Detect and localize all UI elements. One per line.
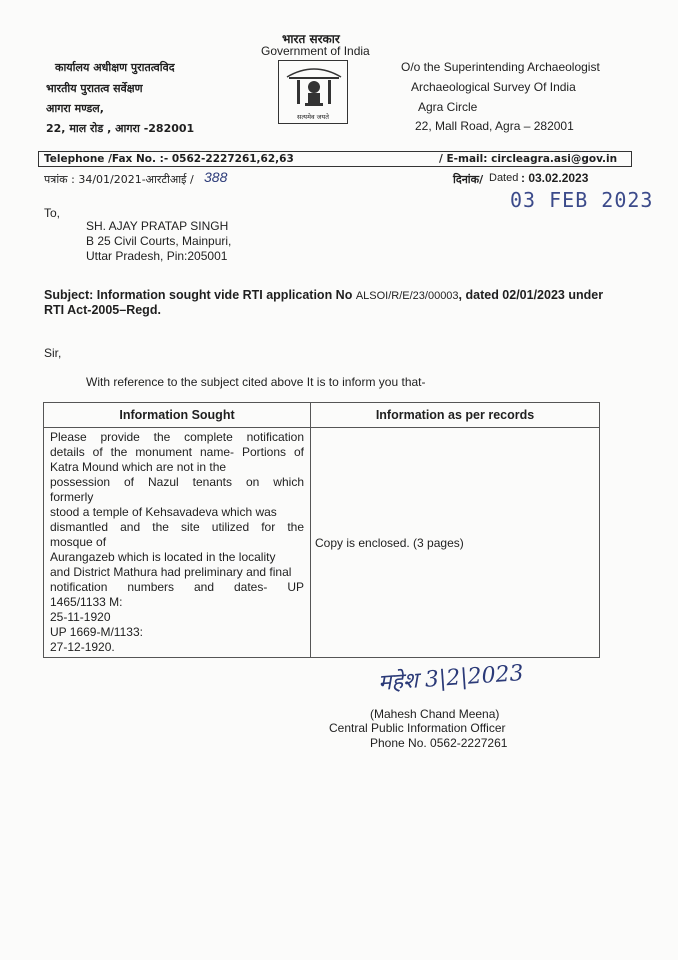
intro-text: With reference to the subject cited above It is to inform you that-	[86, 375, 426, 389]
addressee-name: SH. AJAY PRATAP SINGH	[86, 219, 229, 233]
emblem-motto: सत्यमेव जयते	[297, 113, 329, 121]
subject-line	[44, 288, 603, 302]
telephone: Telephone /Fax No. :- 0562-2227261,62,63	[44, 153, 294, 165]
office-english-line1: O/o the Superintending Archaeologist	[401, 60, 600, 74]
information-sought-cell	[44, 428, 311, 658]
office-english-line2: Archaeological Survey Of India	[411, 80, 576, 94]
sought-line: and District Mathura had preliminary and final	[50, 565, 292, 579]
sought-line: possession of Nazul tenants on which	[50, 475, 304, 489]
sought-line: 25-11-1920	[50, 610, 111, 624]
salutation: Sir,	[44, 346, 62, 360]
file-number: पत्रांक : 34/01/2021-आरटीआई /	[44, 173, 194, 186]
sought-line: mosque of	[50, 535, 107, 549]
addressee-line2: B 25 Civil Courts, Mainpuri,	[86, 234, 232, 248]
sought-line: notification numbers and dates- UP	[50, 580, 304, 594]
table-header-row	[44, 403, 600, 428]
dated-english: Dated	[489, 172, 519, 184]
email: / E-mail: circleagra.asi@gov.in	[439, 153, 618, 165]
office-hindi-line4: 22, माल रोड , आगरा -282001	[46, 122, 195, 135]
header-information-records: Information as per records	[311, 403, 600, 428]
rti-application-no: ALSOI/R/E/23/00003	[355, 290, 459, 302]
govt-english: Government of India	[261, 44, 370, 58]
govt-hindi: भारत सरकार	[282, 32, 340, 46]
sought-line: Please provide the complete notification	[50, 430, 304, 444]
subject-prefix: Subject: Information sought vide RTI application No	[44, 288, 356, 302]
sought-line: dismantled and the site utilized for the	[50, 520, 304, 534]
national-emblem	[278, 60, 348, 124]
table-row	[44, 428, 600, 658]
dated-hindi: दिनांक/	[453, 173, 484, 186]
subject-suffix: , dated 02/01/2023 under	[458, 288, 604, 302]
office-hindi-line2: भारतीय पुरातत्व सर्वेक्षण	[46, 82, 143, 95]
file-number-handwritten: 388	[204, 169, 228, 185]
received-date-stamp: 03 FEB 2023	[510, 188, 654, 212]
header-information-sought: Information Sought	[44, 403, 311, 428]
dated-value: : 03.02.2023	[521, 171, 589, 185]
signatory-designation: Central Public Information Officer	[329, 721, 506, 735]
addressee-line3: Uttar Pradesh, Pin:205001	[86, 249, 228, 263]
information-records-cell: Copy is enclosed. (3 pages)	[311, 428, 600, 658]
sought-line: Aurangazeb which is located in the locality	[50, 550, 276, 564]
office-english-line4: 22, Mall Road, Agra – 282001	[415, 119, 574, 133]
office-english-line3: Agra Circle	[418, 100, 478, 114]
sought-line: formerly	[50, 490, 94, 504]
information-table	[43, 402, 600, 658]
sought-line: Katra Mound which are not in the	[50, 460, 227, 474]
office-hindi-line3: आगरा मण्डल,	[46, 102, 104, 115]
subject-line2: RTI Act-2005–Regd.	[44, 303, 161, 317]
signature: महेश 3|2|2023	[377, 660, 525, 697]
signatory-name: (Mahesh Chand Meena)	[370, 707, 500, 721]
office-hindi-line1: कार्यालय अधीक्षण पुरातत्वविद	[55, 61, 175, 74]
to-label: To,	[44, 206, 61, 220]
sought-line: details of the monument name- Portions of	[50, 445, 304, 459]
sought-line: 1465/1133 M:	[50, 595, 123, 609]
sought-line: UP 1669-M/1133:	[50, 625, 143, 639]
sought-line: 27-12-1920.	[50, 640, 115, 654]
sought-line: stood a temple of Kehsavadeva which was	[50, 505, 277, 519]
signatory-phone: Phone No. 0562-2227261	[370, 736, 508, 750]
